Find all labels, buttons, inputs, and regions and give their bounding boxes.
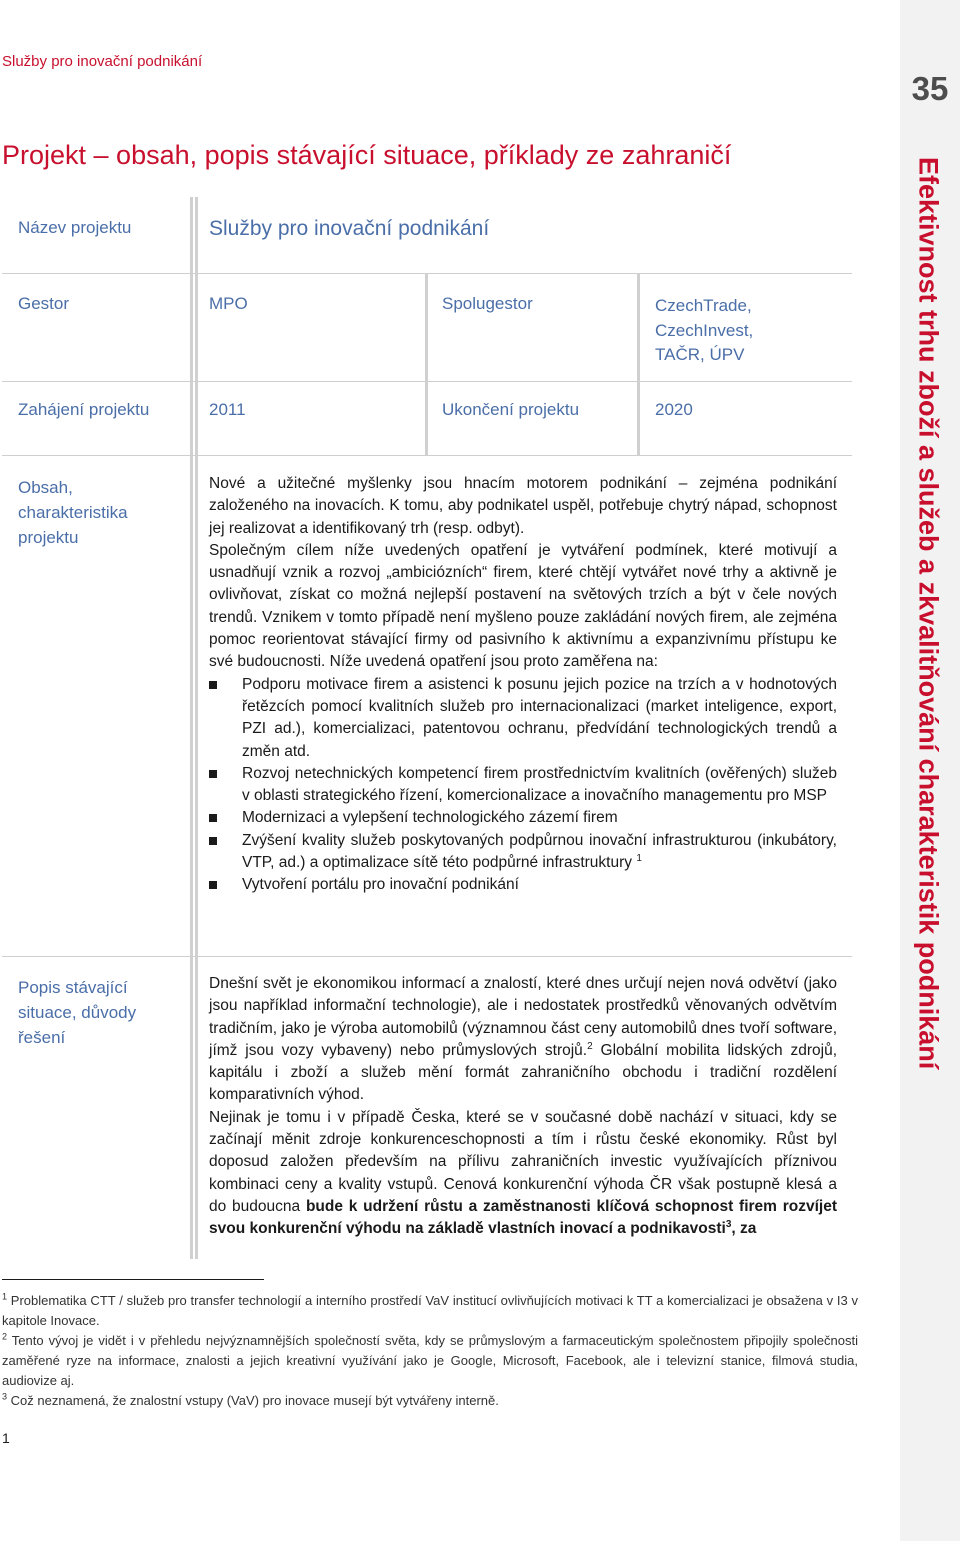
situation-cell — [209, 973, 837, 1241]
footnote: $^2$ Tento vývoj je vidět i v přehledu nejvýznamnějších společností světa, kdy se průmyslovým a farmaceutickým společnostem připojily společnosti zaměřené ryze na informace, znalosti a jejich kreativní využívání jako je Google, Microsoft, Facebook, ale i televizní stanice, filmová studia, audiovize aj. — [2, 1331, 858, 1388]
gestor-value: MPO — [209, 294, 248, 313]
table-divider — [190, 197, 193, 1259]
table-divider — [195, 197, 198, 1259]
measures-list — [209, 674, 837, 897]
content-label — [18, 475, 128, 550]
footnote-ref: 3 — [725, 1219, 732, 1231]
situation-label-line: situace, důvody — [18, 1003, 137, 1022]
situation-paragraph-1: Dnešní svět je ekonomikou informací a znalostí, které dnes určují nejen nová odvětví (jako jsou například informační technologie), ale i nedostatek prostředků věnovaných odvětvím tradičním, jako je výroba automobilů (významnou část ceny automobilů dnes tvoří software, jímž jsou vozy vybaveny) nebo průmyslových strojů.$^2$ Globální mobilita lidských zdrojů, kapitálu i zboží a služeb mění formát zahraničního obchodu i tradiční rozdělení komparativních výhod. — [209, 975, 837, 1104]
list-item: Rozvoj netechnických kompetencí firem prostřednictvím kvalitních (ověřených) služeb v oblasti strategického řízení, komercionalizace a inovačního managementu pro MSP — [209, 763, 837, 808]
situation-label-line: Popis stávající — [18, 978, 128, 997]
page-number: 35 — [911, 70, 949, 107]
running-header: Služby pro inovační podnikání — [2, 53, 203, 70]
footnote-rule — [2, 1279, 264, 1280]
footnote-ref: 1 — [636, 852, 642, 864]
footnote: $^1$ Problematika CTT / služeb pro transfer technologií a interního prostředí VaV institucí ovlivňujících motivaci k TT a komercializaci je obsažena v I3 v kapitole Inovace. — [2, 1291, 858, 1328]
content-label-line: charakteristika — [18, 503, 128, 522]
start-label: Zahájení projektu — [18, 400, 150, 419]
start-value: 2011 — [209, 400, 246, 419]
table-row-divider — [2, 455, 852, 456]
list-item: Modernizaci a vylepšení technologického zázemí firem — [209, 807, 837, 829]
list-item: Podporu motivace firem a asistenci k posunu jejich pozice na trzích a v hodnotových řetězcích pomocí kvalitních služeb pro internacionalizaci (market inteligence, export, PZI ad.), komercializaci, patentovou ochranu, předvídání technologických trendů a změn atd. — [209, 674, 837, 763]
bullet-icon — [209, 681, 217, 689]
project-name-label: Název projektu — [18, 218, 132, 237]
cogestor-line: CzechTrade, — [655, 296, 752, 315]
situation-label-line: řešení — [18, 1028, 66, 1047]
bullet-icon — [209, 814, 217, 822]
bottom-page-number: 1 — [2, 1430, 10, 1446]
intro-paragraph: Nové a užitečné myšlenky jsou hnacím motorem podnikání – zejména podnikání založeného na inovacích. K tomu, aby podnikatel uspěl, potřebuje chytrý nápad, schopnost jej realizovat a identifikovaný trh (resp. odbyt). — [209, 475, 837, 537]
table-cell-divider — [637, 273, 640, 455]
cogestor-line: TAČR, ÚPV — [655, 345, 745, 364]
table-row-divider — [2, 956, 852, 957]
situation-paragraph-2: Nejinak je tomu i v případě Česka, které se v současné době nachází v situaci, kdy se začínají měnit zdroje konkurenceschopnosti a tím i růstu české ekonomiky. Růst byl doposud založen především na přílivu zahraničních investic využívajících příznivou kombinaci ceny a kvality vstupů. Cenová konkurenční výhoda ČR však postupně klesá a do budoucna bude k udržení růstu a zaměstnanosti klíčová schopnost firem rozvíjet svou konkurenční výhodu na základě vlastních inovací a podnikavosti$^3$, za — [209, 1108, 837, 1238]
goal-paragraph: Společným cílem níže uvedených opatření je vytváření podmínek, které motivují a usnadňují vznik a rozvoj „ambiciózních“ firem, které chtějí vytvářet nové trhy a aktivně je ovlivňovat, získat co možná nejlepší postavení na světových trzích a být v čele nových trendů. Vznikem v tomto případě není myšleno pouze zakládání nových firem, ale zejména pomoc reorientovat stávající firmy od pasivního k aktivnímu a expanzivnímu přístupu ke své budoucnosti. Níže uvedená opatření jsou proto zaměřena na: — [209, 541, 837, 671]
cogestor-label: Spolugestor — [442, 294, 533, 313]
end-label: Ukončení projektu — [442, 400, 580, 419]
cogestor-value — [655, 294, 753, 368]
content-label-line: projektu — [18, 528, 79, 547]
vertical-chapter-title: Efektivnost trhu zboží a služeb a zkvalitňování charakteristik podnikání — [913, 157, 944, 1070]
cogestor-line: CzechInvest, — [655, 320, 754, 340]
footnote-ref: 2 — [587, 1040, 593, 1052]
page-title: Projekt – obsah, popis stávající situace, příklady ze zahraničí — [2, 140, 732, 170]
footnotes — [2, 1291, 858, 1411]
gestor-label: Gestor — [18, 294, 70, 313]
emphasis: bude k udržení růstu a zaměstnanosti klíčová schopnost firem rozvíjet svou konkurenční výhodu na základě vlastních inovací a podnikavosti — [209, 1197, 837, 1238]
list-item: Vytvoření portálu pro inovační podnikání — [209, 874, 837, 896]
end-value: 2020 — [655, 400, 693, 419]
table-cell-divider — [425, 273, 428, 455]
content-cell — [209, 473, 837, 897]
bullet-icon — [209, 770, 217, 778]
situation-label — [18, 975, 136, 1050]
content-label-line: Obsah, — [18, 478, 73, 497]
footnote: $^3$ Což neznamená, že znalostní vstupy (VaV) pro inovace musejí být vytvářeny interně. — [2, 1391, 499, 1408]
project-name-value: Služby pro inovační podnikání — [209, 217, 490, 240]
list-item: Zvýšení kvality služeb poskytovaných podpůrnou inovační infrastrukturou (inkubátory, VTP, ad.) a optimalizace sítě této podpůrné infrastruktury $^1$ — [209, 830, 837, 875]
bullet-icon — [209, 881, 217, 889]
bullet-icon — [209, 837, 217, 845]
